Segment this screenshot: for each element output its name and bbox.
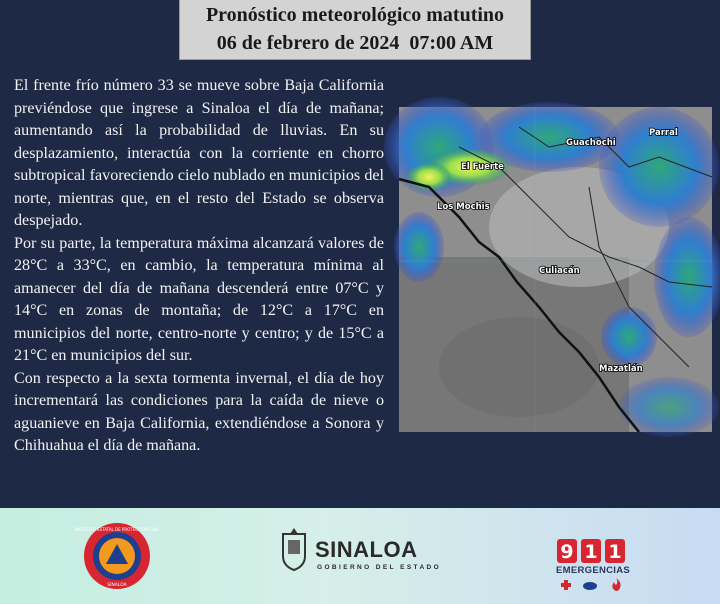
medical-cross-icon (561, 580, 571, 590)
pc-ring-text: INSTITUTO ESTATAL DE PROTECCIÓN CIVIL (74, 527, 160, 532)
paragraph-cold-front: El frente frío número 33 se mueve sobre Baja California previéndose que ingrese a Sinaloa el día de mañana; aumentando así la probabilidad de lluvias. En su desplazamiento, interactúa con la corriente en chorro subtropical favoreciendo cielo nublado en municipios del norte, mientras que, en el resto del Estado se observa despejado. (14, 77, 384, 229)
paragraph-winter-storm: Con respecto a la sexta tormenta invernal, el día de hoy incrementará las condiciones para la caída de nieve o aguanieve en Baja California, extendiéndose a Sonora y Chihuahua el día de mañana. (14, 369, 384, 454)
city-los-mochis: Los Mochis (437, 202, 490, 212)
svg-text:1: 1 (608, 541, 622, 563)
page-title: Pronóstico meteorológico matutino (205, 4, 505, 26)
svg-text:1: 1 (584, 541, 598, 563)
city-guachochi: Guachochi (566, 138, 616, 148)
pc-bottom-text: SINALOA (107, 583, 127, 588)
city-mazatlan: Mazatlán (599, 364, 643, 374)
fire-icon (612, 578, 620, 591)
svg-text:9: 9 (560, 541, 574, 563)
emergency-911-logo (556, 538, 626, 564)
city-el-fuerte: El Fuerte (461, 162, 504, 172)
emergency-icons (560, 578, 624, 592)
city-parral: Parral (649, 128, 678, 138)
proteccion-civil-logo (74, 520, 160, 592)
forecast-date: 06 de febrero de 2024 07:00 AM (216, 32, 494, 54)
title-box (179, 0, 531, 60)
paragraph-temperature: Por su parte, la temperatura máxima alcanzará valores de 28°C a 33°C, en cambio, la temperatura mínima al amanecer del día de mañana descenderá entre 07°C y 14°C en zonas de montaña; de 12°C a 17°C en municipios del norte, centro-norte y centro; y de 15°C a 21°C en municipios del sur. (14, 234, 384, 364)
satellite-image (399, 107, 712, 432)
state-name: SINALOA (315, 537, 418, 562)
sinaloa-shield-icon (279, 528, 309, 572)
footer (0, 508, 720, 604)
satellite-map (399, 107, 712, 432)
police-icon (583, 582, 597, 590)
emergency-label: EMERGENCIAS (556, 565, 631, 576)
state-subtitle: GOBIERNO DEL ESTADO (317, 564, 442, 571)
city-culiacan: Culiacán (539, 266, 580, 276)
forecast-text (14, 75, 384, 458)
